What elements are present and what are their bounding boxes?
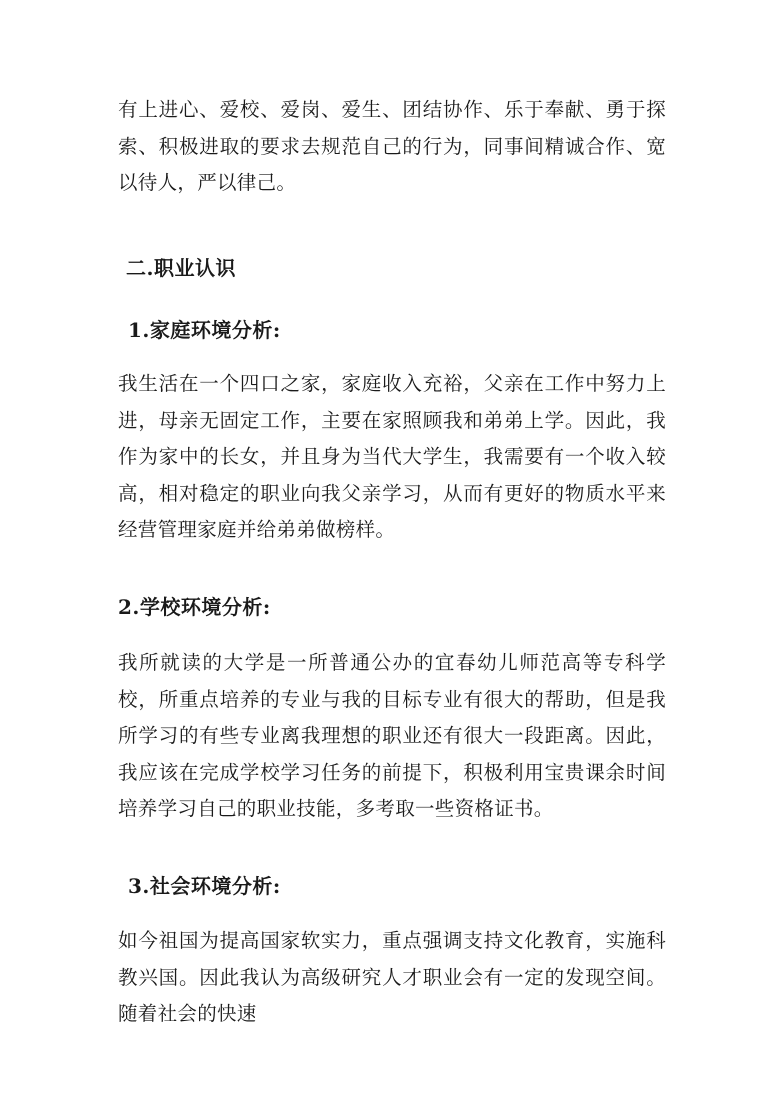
society-analysis-paragraph: 如今祖国为提高国家软实力，重点强调支持文化教育，实施科教兴国。因此我认为高级研究人才职业会有一定的发现空间。随着社会的快速: [118, 929, 666, 1026]
school-analysis-paragraph: 我所就读的大学是一所普通公办的宜春幼儿师范高等专科学校，所重点培养的专业与我的目标专业有很大的帮助，但是我所学习的有些专业离我理想的职业还有很大一段距离。因此，我应该在完成学校学习任务的前提下，积极利用宝贵课余时间培养学习自己的职业技能，多考取一些资格证书。: [118, 651, 666, 821]
section-title: 二.职业认识: [126, 256, 236, 280]
family-analysis-paragraph: 我生活在一个四口之家，家庭收入充裕，父亲在工作中努力上进，母亲无固定工作，主要在家照顾我和弟弟上学。因此，我作为家中的长女，并且身为当代大学生，我需要有一个收入较高，相对稳定的职业向我父亲学习，从而有更好的物质水平来经营管理家庭并给弟弟做榜样。: [118, 372, 666, 542]
intro-paragraph: 有上进心、爱校、爱岗、爱生、团结协作、乐于奉献、勇于探索、积极进取的要求去规范自己的行为，同事间精诚合作、宽以待人，严以律己。: [118, 98, 666, 195]
school-analysis-heading: 2.学校环境分析:: [118, 595, 271, 619]
family-analysis-heading: 1.家庭环境分析:: [128, 318, 281, 342]
society-analysis-heading: 3.社会环境分析:: [128, 874, 281, 898]
